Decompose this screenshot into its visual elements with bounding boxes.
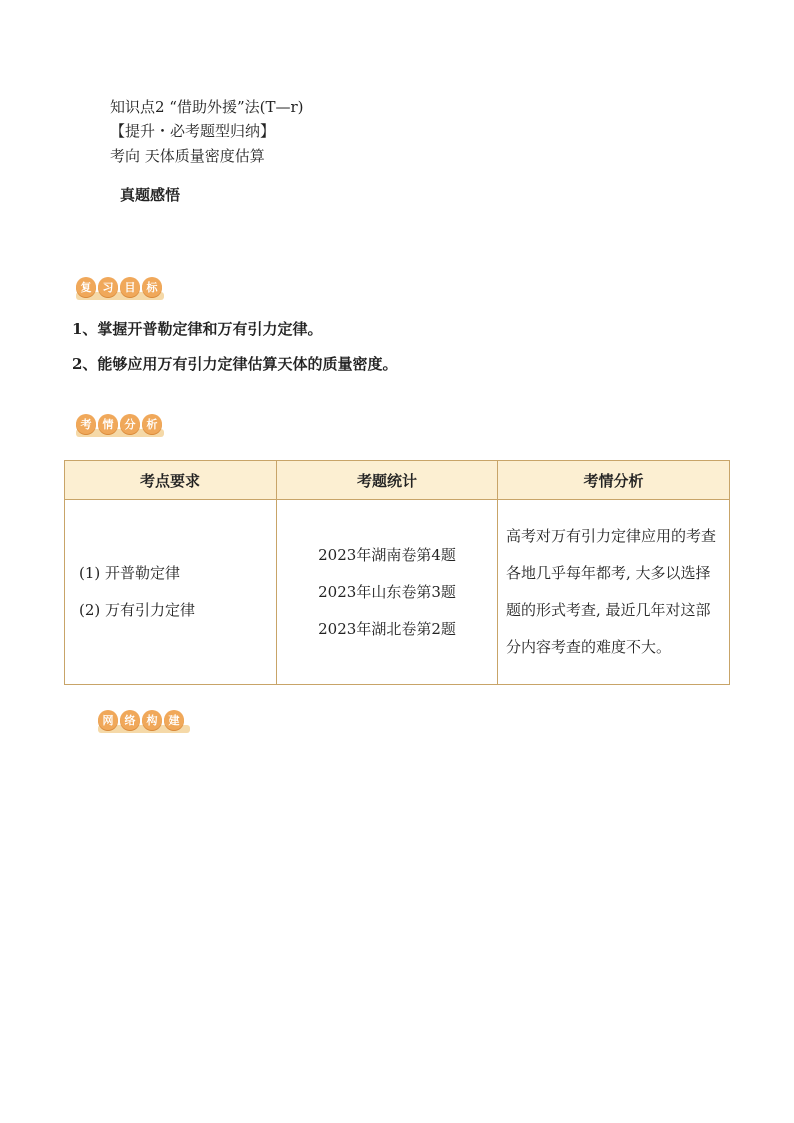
badge-char: 构 — [142, 710, 162, 730]
knowledge-point-title: 知识点2 “借助外援”法(T—r) — [110, 98, 304, 116]
table-header: 考情分析 — [498, 461, 730, 500]
badge-char: 建 — [164, 710, 184, 730]
badge-char: 目 — [120, 277, 140, 297]
badge-char: 标 — [142, 277, 162, 297]
goal-item-1: 1、掌握开普勒定律和万有引力定律。 — [72, 320, 323, 338]
exam-stat-item: 2023年山东卷第3题 — [318, 582, 456, 601]
table-header-row — [65, 461, 730, 500]
badge-char: 情 — [98, 414, 118, 434]
network-build-badge — [98, 710, 186, 730]
table-header: 考题统计 — [277, 461, 498, 500]
requirement-item: (1) 开普勒定律 — [79, 564, 181, 582]
goal-item-2: 2、能够应用万有引力定律估算天体的质量密度。 — [72, 355, 398, 373]
exam-analysis-badge — [76, 414, 164, 434]
exam-stat-item: 2023年湖南卷第4题 — [318, 545, 456, 564]
exam-analysis-table — [64, 460, 730, 685]
analysis-cell: 高考对万有引力定律应用的考查各地几乎每年都考, 大多以选择题的形式考查, 最近几年对这部分内容考查的难度不大。 — [498, 500, 730, 685]
review-goals-badge — [76, 277, 164, 297]
table-row — [65, 500, 730, 685]
statistics-cell — [277, 500, 498, 685]
badge-char: 习 — [98, 277, 118, 297]
real-exam-heading: 真题感悟 — [120, 186, 181, 204]
requirement-item: (2) 万有引力定律 — [79, 601, 196, 619]
exam-stat-item: 2023年湖北卷第2题 — [318, 619, 456, 638]
badge-char: 析 — [142, 414, 162, 434]
badge-char: 复 — [76, 277, 96, 297]
section-heading: 【提升・必考题型归纳】 — [110, 122, 276, 140]
badge-char: 分 — [120, 414, 140, 434]
topic-direction: 考向 天体质量密度估算 — [110, 147, 265, 165]
badge-char: 络 — [120, 710, 140, 730]
table-header: 考点要求 — [65, 461, 277, 500]
badge-char: 考 — [76, 414, 96, 434]
badge-char: 网 — [98, 710, 118, 730]
requirements-cell — [65, 500, 277, 685]
